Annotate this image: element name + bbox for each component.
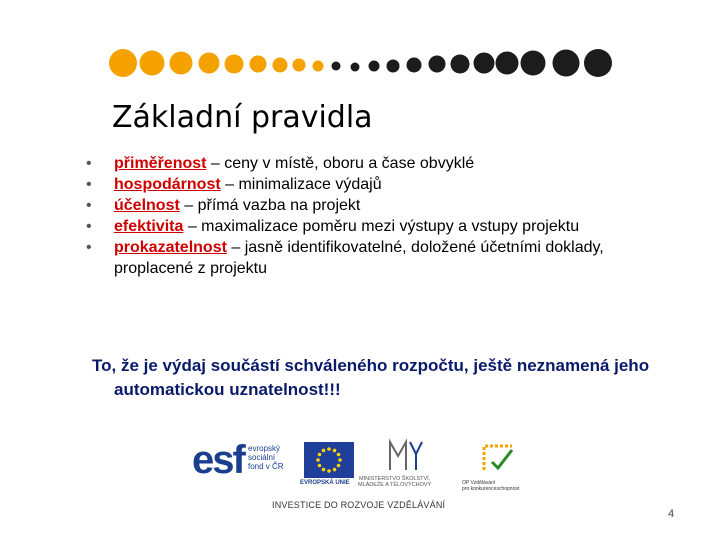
decorative-dot [109, 49, 137, 77]
list-item [86, 174, 646, 195]
eu-star [327, 469, 331, 473]
eu-star [322, 449, 326, 453]
decorative-dot [429, 56, 446, 73]
rules-list [86, 153, 646, 279]
esf-logo: esf [192, 438, 244, 482]
eu-flag-icon [304, 442, 354, 478]
eu-star [337, 464, 341, 468]
msmt-logo-icon [386, 436, 426, 474]
list-item [86, 153, 646, 174]
decorative-dot [553, 50, 580, 77]
decorative-dot [199, 53, 220, 74]
op-logo-icon [478, 440, 518, 476]
decorative-dot [369, 61, 380, 72]
decorative-dot [332, 62, 341, 71]
decorative-dot [351, 63, 360, 72]
decorative-dot [474, 53, 495, 74]
rule-description: – minimalizace výdajů [220, 176, 382, 193]
eu-star [338, 458, 342, 462]
esf-logo-text: evropský sociální fond v ČR [248, 444, 284, 471]
rule-description: – maximalizace poměru mezi výstupy a vstupy projektu [183, 218, 580, 235]
important-note: To, že je výdaj součástí schváleného rozpočtu, ještě neznamená jeho automatickou uznatelnost!!! [92, 356, 650, 399]
decorative-dot [521, 51, 546, 76]
eu-star [322, 468, 326, 472]
msmt-caption: MINISTERSTVO ŠKOLSTVÍ, MLÁDEŽE A TĚLOVÝCHOVY [358, 476, 432, 488]
rule-term: účelnost [114, 197, 180, 214]
eu-star [333, 468, 337, 472]
eu-star [316, 458, 320, 462]
decorative-dot [140, 51, 165, 76]
rule-term: přiměřenost [114, 155, 207, 172]
eu-star [318, 453, 322, 457]
eu-star [327, 447, 331, 451]
eu-star [333, 449, 337, 453]
logo-strip [190, 436, 540, 516]
logo-tagline: INVESTICE DO ROZVOJE VZDĚLÁVÁNÍ [272, 500, 446, 510]
slide-title: Základní pravidla [112, 100, 373, 135]
decorative-dot [451, 55, 470, 74]
rule-description: – přímá vazba na projekt [179, 197, 361, 214]
decorative-dot [407, 58, 422, 73]
decorative-dot [273, 58, 288, 73]
rule-term: efektivita [114, 218, 184, 235]
list-item [86, 216, 646, 237]
eu-caption: EVROPSKÁ UNIE [300, 480, 350, 486]
decorative-dot-row [0, 0, 720, 100]
eu-star [318, 464, 322, 468]
rule-term: prokazatelnost [114, 239, 227, 256]
rule-term: hospodárnost [114, 176, 221, 193]
list-item [86, 195, 646, 216]
rule-description: – ceny v místě, oboru a čase obvyklé [206, 155, 475, 172]
page-number: 4 [668, 508, 675, 520]
decorative-dot [170, 52, 193, 75]
decorative-dot [250, 56, 267, 73]
eu-star [337, 453, 341, 457]
decorative-dot [387, 60, 400, 73]
decorative-dot [293, 59, 306, 72]
rule-description: – jasně identifikovatelné, doložené účetními doklady, proplacené z projektu [114, 239, 604, 277]
decorative-dot [584, 49, 612, 77]
list-item [86, 237, 646, 279]
decorative-dot [496, 52, 519, 75]
decorative-dot [313, 61, 324, 72]
op-caption: OP Vzdělávání pro konkurenceschopnost [462, 480, 520, 492]
decorative-dot [225, 55, 244, 74]
